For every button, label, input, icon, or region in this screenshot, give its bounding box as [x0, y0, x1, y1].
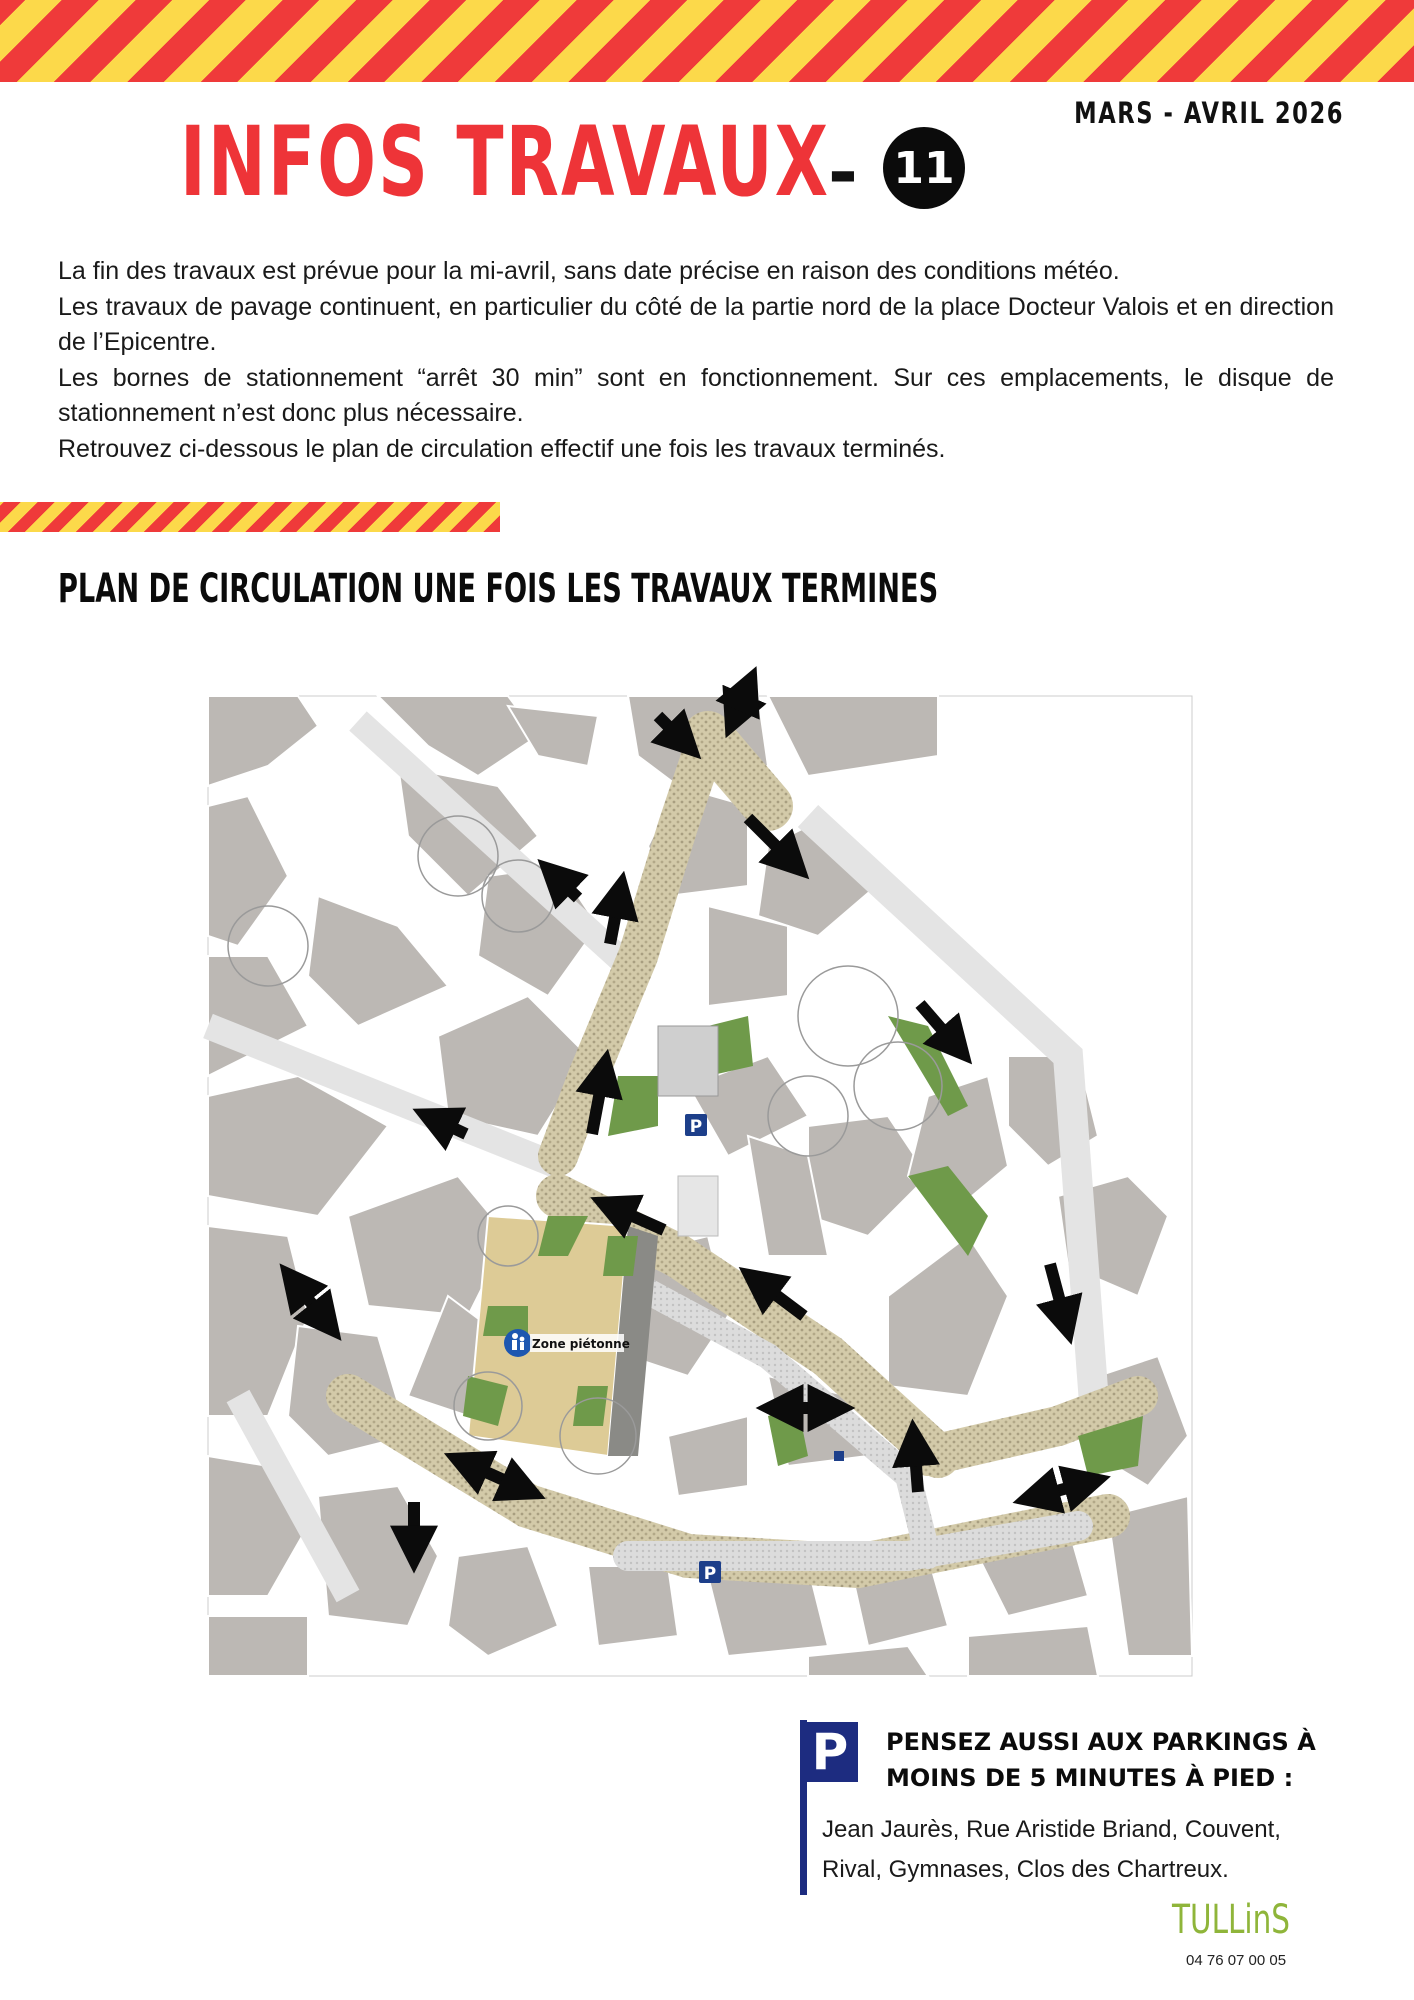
parking-title: PENSEZ AUSSI AUX PARKINGS À MOINS DE 5 MINUTES À PIED :: [886, 1728, 1316, 1792]
pedestrian-zone-label: Zone piétonne: [532, 1337, 630, 1351]
intro-paragraph: Retrouvez ci-dessous le plan de circulation effectif une fois les travaux terminés.: [58, 434, 946, 463]
parking-marker-label: P: [703, 1564, 717, 1584]
square-feature: [678, 1176, 718, 1236]
parking-list: [822, 1810, 1362, 1890]
hazard-stripe-divider: [0, 502, 500, 532]
parking-list-line: Rival, Gymnases, Clos des Chartreux.: [822, 1856, 1229, 1883]
intro-paragraph: Les travaux de pavage continuent, en particulier du côté de la partie nord de la place Docteur Valois et en direction de l’Epicentre.: [58, 292, 1334, 356]
parking-info: [800, 1720, 1360, 1895]
issue-number-badge: 11: [883, 127, 965, 209]
contact-phone: 04 76 07 00 05: [1186, 1952, 1287, 1969]
square-feature: [658, 1026, 718, 1096]
map-drawing: [208, 696, 1192, 1676]
issue-date: MARS - AVRIL 2026: [1074, 96, 1344, 130]
hazard-stripe-top: [0, 0, 1414, 82]
arrow-one-way: [914, 1440, 918, 1492]
logo-text: TULLinS: [1171, 1897, 1290, 1943]
intro-paragraph: La fin des travaux est prévue pour la mi-avril, sans date précise en raison des conditions météo.: [58, 257, 1120, 285]
parking-list-line: Jean Jaurès, Rue Aristide Briand, Couvent,: [822, 1816, 1281, 1843]
title-separator: -: [828, 130, 858, 214]
page-title: INFOS TRAVAUX: [180, 106, 831, 218]
parking-marker-label: P: [689, 1117, 703, 1137]
intro-text: [58, 254, 1334, 467]
section-title: PLAN DE CIRCULATION UNE FOIS LES TRAVAUX TERMINES: [58, 566, 939, 612]
intro-paragraph: Les bornes de stationnement “arrêt 30 min” sont en fonctionnement. Sur ces emplacements, le disque de stationnement n’est donc plus nécessaire.: [58, 363, 1334, 427]
pedestrian-icon: [504, 1329, 532, 1357]
tullins-logo: [1172, 1895, 1292, 1945]
traffic-plan-map: [208, 696, 1192, 1676]
parking-icon: P: [802, 1722, 858, 1782]
